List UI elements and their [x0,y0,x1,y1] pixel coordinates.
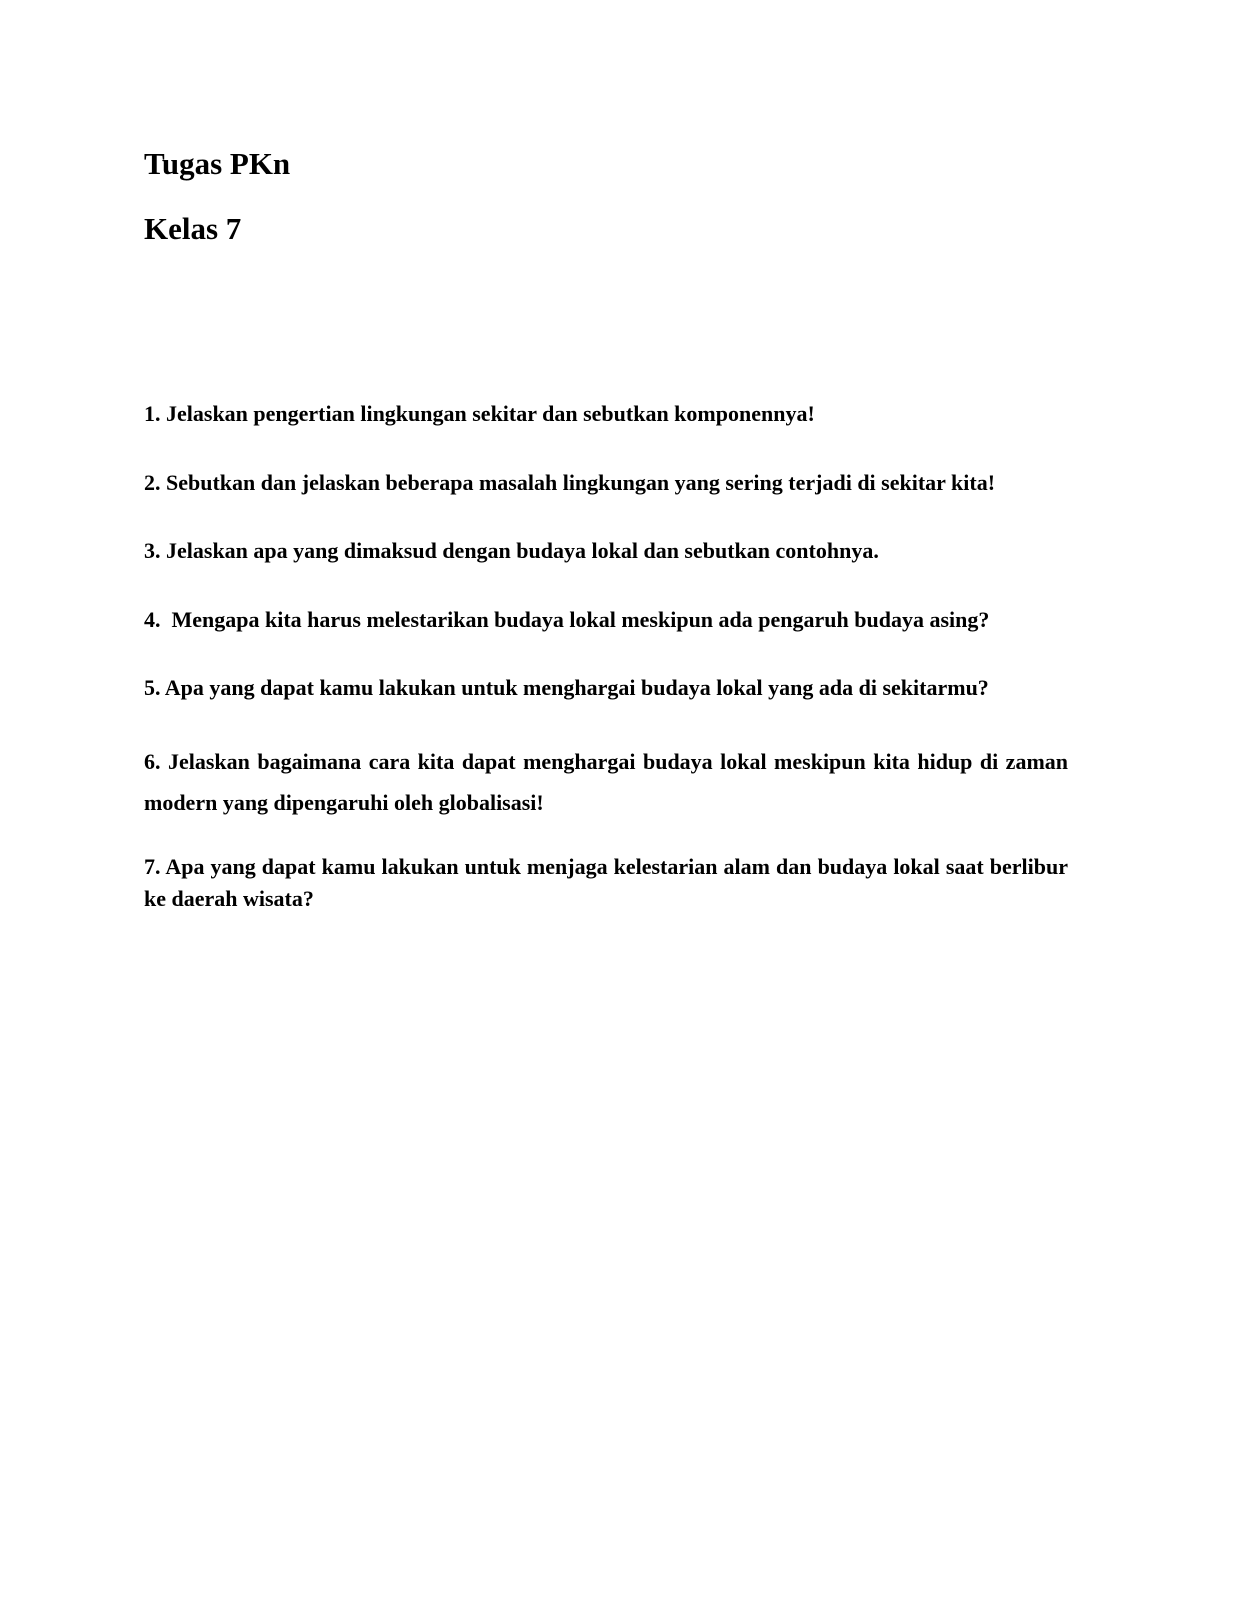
question-3: 3. Jelaskan apa yang dimaksud dengan budaya lokal dan sebutkan contohnya. [144,538,879,563]
document-subtitle: Kelas 7 [144,211,242,246]
question-4: 4. Mengapa kita harus melestarikan budaya lokal meskipun ada pengaruh budaya asing? [144,607,990,632]
question-2: 2. Sebutkan dan jelaskan beberapa masalah lingkungan yang sering terjadi di sekitar kita! [144,470,996,495]
question-1: 1. Jelaskan pengertian lingkungan sekitar dan sebutkan komponennya! [144,401,815,426]
question-5: 5. Apa yang dapat kamu lakukan untuk menghargai budaya lokal yang ada di sekitarmu? [144,675,989,700]
document-title: Tugas PKn [144,146,291,181]
question-7: 7. Apa yang dapat kamu lakukan untuk menjaga kelestarian alam dan budaya lokal saat berlibur ke daerah wisata? [144,854,1068,911]
question-6: 6. Jelaskan bagaimana cara kita dapat menghargai budaya lokal meskipun kita hidup di zaman modern yang dipengaruhi oleh globalisasi! [144,749,1068,815]
